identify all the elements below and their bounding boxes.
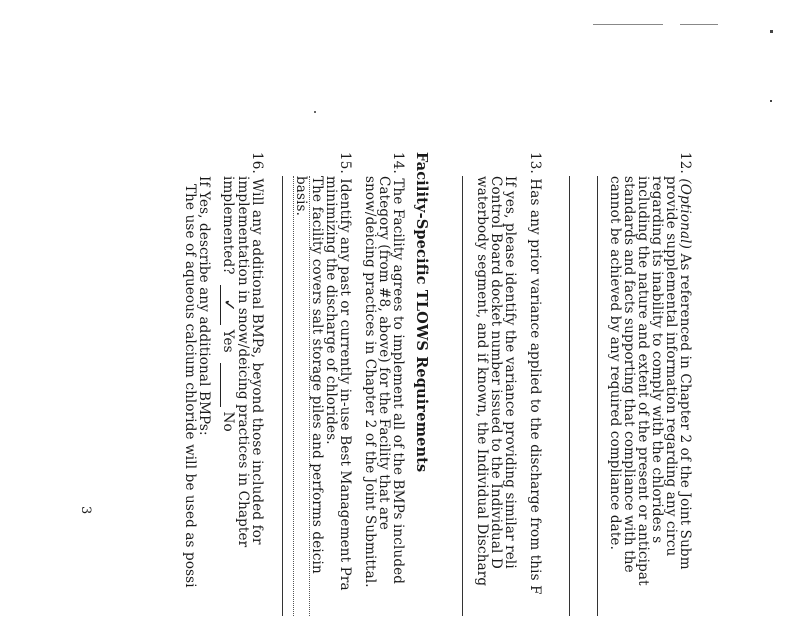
q16-implemented-label: implemented? <box>220 176 236 275</box>
scan-artifact <box>680 24 718 25</box>
q13-detail-1: If yes, please identify the variance providing similar reli <box>502 176 518 569</box>
q12-answer-line <box>597 176 598 616</box>
scan-artifact <box>770 30 773 33</box>
check-mark-icon: ✓ <box>220 298 239 312</box>
section-heading: Facility-Specific TLOWS Requirements <box>413 152 430 473</box>
q16-line-2: implementation in snow/deicing practices in Chapter <box>235 176 251 548</box>
q12-line-1: 12. (Optional) As referenced in Chapter 2 of the Joint Subm <box>677 152 693 570</box>
q16-line-3 <box>220 176 239 432</box>
q14-line-3: snow/deicing practices in Chapter 2 of the Joint Submittal. <box>362 176 378 588</box>
q15-answer-underline <box>293 176 294 616</box>
q15-line-2: minimizing the discharge of chlorides. <box>323 176 339 445</box>
q12-line-6: cannot be achieved by any required compliance date. <box>607 176 623 551</box>
q14-line-1: 14. The Facility agrees to implement all of the BMPs included <box>390 152 406 585</box>
scan-artifact <box>593 24 663 25</box>
q12-line-3: regarding its inability to comply with the chlorides s <box>649 176 665 544</box>
q15-answer-2: basis. <box>293 176 309 217</box>
q12-label: (Optional) <box>677 178 693 250</box>
q16-number: 16. <box>249 152 265 174</box>
q12-answer-line <box>569 176 570 616</box>
q16-answer: The use of aqueous calcium chloride will be used as possi <box>182 184 198 588</box>
q13-answer-line <box>462 176 463 616</box>
q13-line-1: 13. Has any prior variance applied to the discharge from this F <box>527 152 543 595</box>
yes-blank[interactable] <box>220 285 239 325</box>
q15-answer-1: The facility covers salt storage piles and performs deicin <box>309 176 325 574</box>
q13-detail-3: waterbody segment, and if known, the Individual Discharg <box>474 176 490 587</box>
q16-followup: If Yes, describe any additional BMPs: <box>196 176 212 436</box>
q12-line-2: provide supplemental information regarding any circu <box>663 176 679 557</box>
yes-label: Yes <box>220 329 236 353</box>
q14-number: 14. <box>390 152 406 174</box>
page-number: 3 <box>78 506 93 515</box>
no-label: No <box>220 411 236 432</box>
q14-line-2: Category (from #8, above) for the Facility that are <box>376 176 392 530</box>
q13-number: 13. <box>527 152 543 174</box>
no-blank[interactable] <box>220 363 235 407</box>
q13-detail-2: Control Board docket number issued to the Individual D <box>488 176 504 569</box>
q16-line-1: 16. Will any additional BMPs, beyond those included for <box>249 152 265 545</box>
scan-artifact <box>770 100 772 102</box>
scan-artifact <box>314 111 316 113</box>
q12-line-5: standards and facts supporting that compliance with the <box>621 176 637 573</box>
q15-line-1: 15. Identify any past or currently in-use Best Management Pra <box>337 152 353 591</box>
q12-number: 12. <box>677 152 693 174</box>
q15-answer-line <box>282 176 283 616</box>
q15-number: 15. <box>337 152 353 174</box>
q12-line-4: including the nature and extent of the present or anticipat <box>635 176 651 586</box>
q15-answer-underline <box>309 176 310 616</box>
